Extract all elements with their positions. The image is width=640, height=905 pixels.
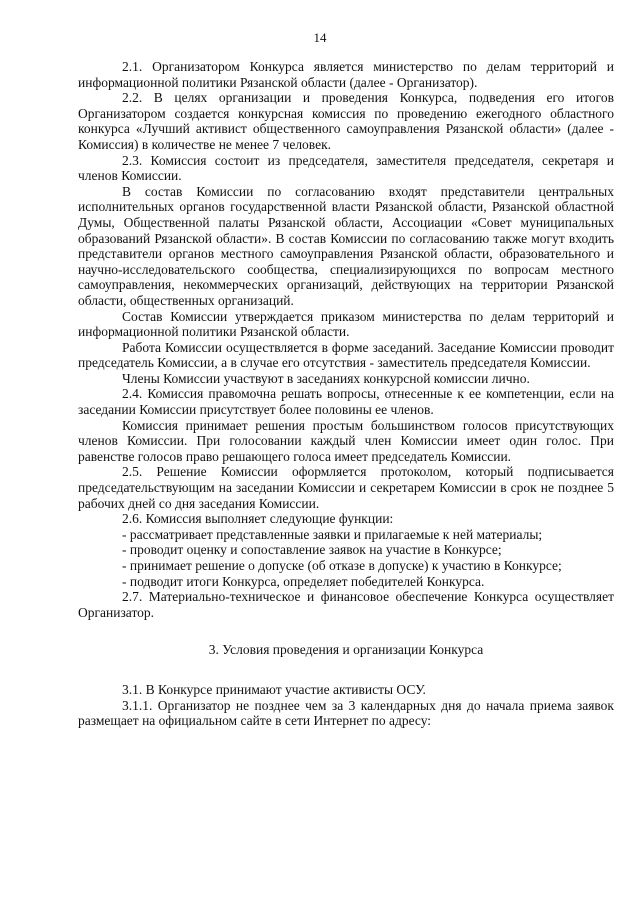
paragraph-commission-composition: В состав Комиссии по согласованию входят представители центральных исполнительных органов государственной власти Рязанской области, Рязанской областной Думы, Общественной палаты Рязанской области, Ассоциации «Совет муниципальных образований Рязанской области». В состав Комиссии по согласованию также могут входить представители органов местного самоуправления Рязанской области, образовательного и научно-исследовательского сообщества, специализирующихся по вопросам местного самоуправления, некоммерческих организаций, действующих на территории Рязанской области, общественных организаций.: [78, 183, 614, 308]
paragraph-2-6: 2.6. Комиссия выполняет следующие функции:: [122, 511, 394, 527]
paragraph-members-participation: Члены Комиссии участвуют в заседаниях конкурсной комиссии лично.: [122, 370, 530, 386]
paragraph-2-1: 2.1. Организатором Конкурса является министерство по делам территорий и информационной политики Рязанской области (далее - Организатор).: [78, 59, 614, 90]
function-list-item: - принимает решение о допуске (об отказе в допуске) к участию в Конкурсе;: [122, 558, 562, 573]
function-list-item: - проводит оценку и сопоставление заявок на участие в Конкурсе;: [122, 542, 502, 558]
function-list-item: - рассматривает представленные заявки и прилагаемые к ней материалы;: [122, 526, 543, 542]
paragraph-commission-meetings: Работа Комиссии осуществляется в форме заседаний. Заседание Комиссии проводит председатель Комиссии, а в случае его отсутствия - заместитель председателя Комиссии.: [78, 339, 614, 371]
paragraph-2-7: 2.7. Материально-техническое и финансовое обеспечение Конкурса осуществляет Организатор.: [78, 589, 614, 620]
paragraph-2-5: 2.5. Решение Комиссии оформляется протоколом, который подписывается председательствующим на заседании Комиссии и секретарем Комиссии в срок не позднее 5 рабочих дней со дня заседания Комиссии.: [78, 464, 614, 511]
paragraph-2-4: 2.4. Комиссия правомочна решать вопросы, отнесенные к ее компетенции, если на заседании Комиссии присутствует более половины ее членов.: [78, 386, 614, 418]
paragraph-3-1-1: 3.1.1. Организатор не позднее чем за 3 календарных дня до начала приема заявок размещает на официальном сайте в сети Интернет по адресу:: [78, 697, 614, 729]
paragraph-2-3: 2.3. Комиссия состоит из председателя, заместителя председателя, секретаря и членов Комиссии.: [78, 152, 614, 184]
paragraph-voting: Комиссия принимает решения простым большинством голосов присутствующих членов Комиссии. При голосовании каждый член Комиссии имеет один голос. При равенстве голосов право решающего голоса имеет председатель Комиссии.: [78, 417, 614, 464]
paragraph-commission-approval: Состав Комиссии утверждается приказом министерства по делам территорий и информационной политики Рязанской области.: [78, 308, 614, 340]
page-number: 14: [313, 30, 327, 45]
paragraph-2-2: 2.2. В целях организации и проведения Конкурса, подведения его итогов Организатором создается конкурсная комиссия по проведению ежегодного областного конкурса «Лучший активист общественного самоуправления Рязанской области» (далее - Комиссия) в количестве не менее 7 человек.: [78, 90, 614, 152]
paragraph-3-1: 3.1. В Конкурсе принимают участие активисты ОСУ.: [122, 681, 426, 697]
section-3-title: 3. Условия проведения и организации Конкурса: [208, 642, 484, 658]
function-list-item: - подводит итоги Конкурса, определяет победителей Конкурса.: [122, 573, 485, 589]
document-body: [78, 59, 614, 729]
